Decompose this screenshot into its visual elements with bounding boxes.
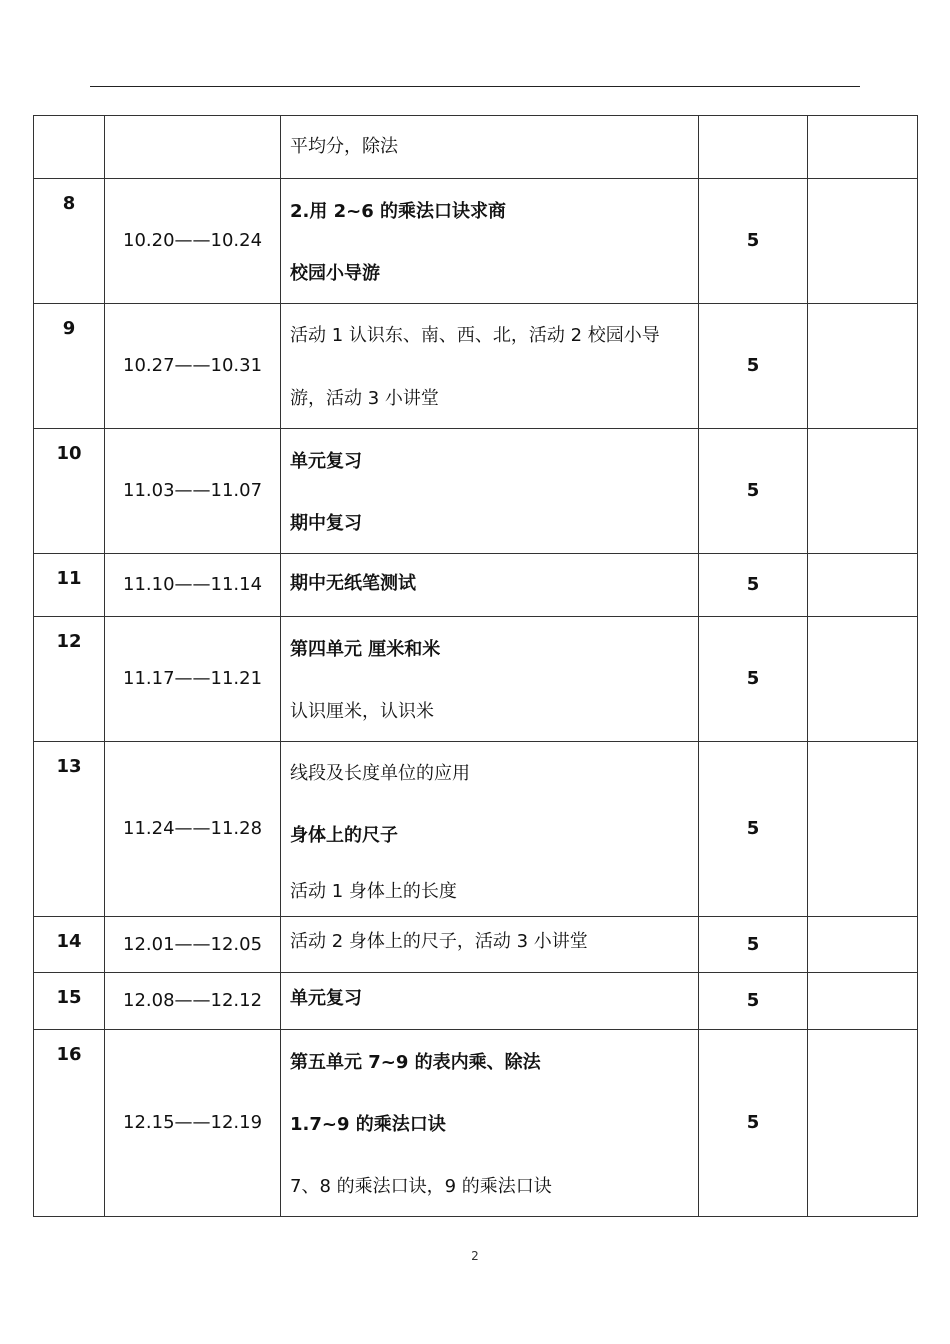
lesson-line: 活动 1 认识东、南、西、北，活动 2 校园小导 <box>290 325 660 346</box>
page-number: 2 <box>471 1249 479 1263</box>
lesson-line: 身体上的尺子 <box>290 825 398 846</box>
class-hours-cell: 5 <box>699 179 808 304</box>
lesson-line: 期中复习 <box>290 513 362 534</box>
lesson-line: 校园小导游 <box>290 263 380 284</box>
remark-cell <box>808 617 918 742</box>
lesson-line: 期中无纸笔测试 <box>290 573 416 594</box>
week-number-cell: 13 <box>34 742 105 917</box>
week-number-cell: 9 <box>34 304 105 429</box>
lesson-content-cell <box>281 917 699 973</box>
remark-cell <box>808 429 918 554</box>
date-range-cell <box>105 116 281 179</box>
date-range-cell: 12.08——12.12 <box>105 973 281 1030</box>
week-number-cell: 8 <box>34 179 105 304</box>
lesson-line: 第五单元 7~9 的表内乘、除法 <box>290 1052 541 1073</box>
table-row <box>34 1030 918 1217</box>
date-range-cell: 11.24——11.28 <box>105 742 281 917</box>
table-row <box>34 973 918 1030</box>
lesson-line: 平均分，除法 <box>290 136 398 157</box>
lesson-content-cell <box>281 304 699 429</box>
remark-cell <box>808 1030 918 1217</box>
table-row <box>34 116 918 179</box>
lesson-content-cell <box>281 554 699 617</box>
class-hours-cell: 5 <box>699 917 808 973</box>
lesson-line: 游，活动 3 小讲堂 <box>290 388 439 409</box>
lesson-content-cell <box>281 973 699 1030</box>
date-range-cell: 10.27——10.31 <box>105 304 281 429</box>
remark-cell <box>808 973 918 1030</box>
table-row <box>34 742 918 917</box>
class-hours-cell <box>699 116 808 179</box>
class-hours-cell: 5 <box>699 554 808 617</box>
class-hours-cell: 5 <box>699 742 808 917</box>
schedule-table <box>33 115 918 1217</box>
date-range-cell: 11.17——11.21 <box>105 617 281 742</box>
class-hours-cell: 5 <box>699 429 808 554</box>
lesson-line: 认识厘米，认识米 <box>290 701 434 722</box>
lesson-line: 2.用 2~6 的乘法口诀求商 <box>290 201 507 222</box>
remark-cell <box>808 917 918 973</box>
table-row <box>34 304 918 429</box>
class-hours-cell: 5 <box>699 617 808 742</box>
remark-cell <box>808 554 918 617</box>
table-row <box>34 554 918 617</box>
remark-cell <box>808 116 918 179</box>
lesson-content-cell <box>281 1030 699 1217</box>
week-number-cell: 11 <box>34 554 105 617</box>
remark-cell <box>808 742 918 917</box>
table-row <box>34 179 918 304</box>
table-row <box>34 429 918 554</box>
lesson-content-cell <box>281 179 699 304</box>
lesson-line: 第四单元 厘米和米 <box>290 639 441 660</box>
week-number-cell: 14 <box>34 917 105 973</box>
table-row <box>34 617 918 742</box>
week-number-cell: 10 <box>34 429 105 554</box>
lesson-content-cell <box>281 742 699 917</box>
lesson-content-cell <box>281 116 699 179</box>
remark-cell <box>808 179 918 304</box>
table-row <box>34 917 918 973</box>
date-range-cell: 11.03——11.07 <box>105 429 281 554</box>
lesson-line: 线段及长度单位的应用 <box>290 763 470 784</box>
class-hours-cell: 5 <box>699 973 808 1030</box>
class-hours-cell: 5 <box>699 304 808 429</box>
header-rule <box>90 86 860 87</box>
week-number-cell <box>34 116 105 179</box>
week-number-cell: 16 <box>34 1030 105 1217</box>
lesson-line: 活动 1 身体上的长度 <box>290 881 457 902</box>
date-range-cell: 11.10——11.14 <box>105 554 281 617</box>
lesson-content-cell <box>281 617 699 742</box>
date-range-cell: 12.01——12.05 <box>105 917 281 973</box>
week-number-cell: 15 <box>34 973 105 1030</box>
lesson-line: 1.7~9 的乘法口诀 <box>290 1114 446 1135</box>
lesson-line: 单元复习 <box>290 988 362 1009</box>
lesson-line: 单元复习 <box>290 451 362 472</box>
lesson-line: 7、8 的乘法口诀，9 的乘法口诀 <box>290 1176 552 1197</box>
date-range-cell: 12.15——12.19 <box>105 1030 281 1217</box>
week-number-cell: 12 <box>34 617 105 742</box>
class-hours-cell: 5 <box>699 1030 808 1217</box>
lesson-line: 活动 2 身体上的尺子，活动 3 小讲堂 <box>290 931 588 952</box>
date-range-cell: 10.20——10.24 <box>105 179 281 304</box>
remark-cell <box>808 304 918 429</box>
lesson-content-cell <box>281 429 699 554</box>
